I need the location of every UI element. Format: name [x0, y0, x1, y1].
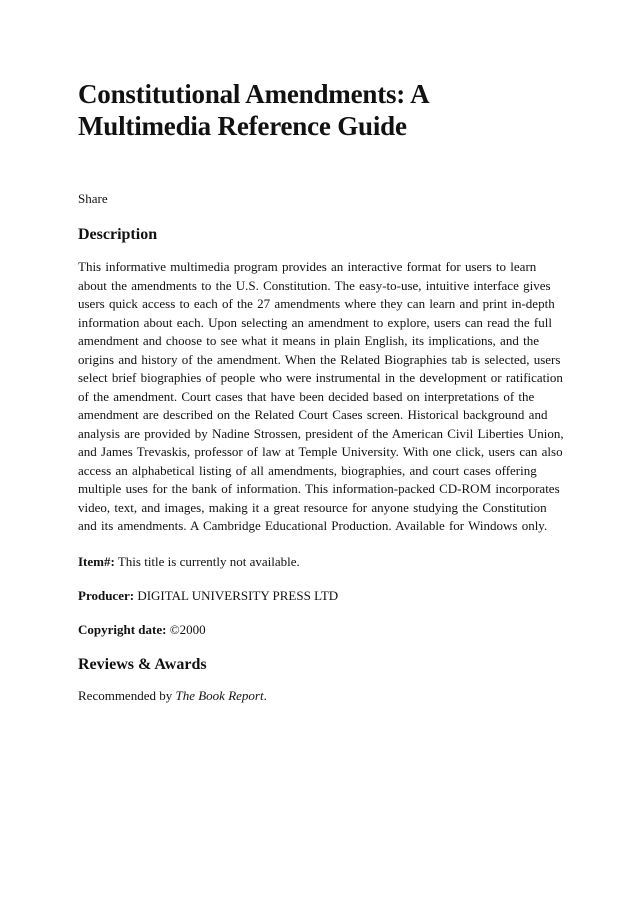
item-number-value: This title is currently not available. [117, 553, 300, 569]
document-page [78, 78, 564, 704]
producer-field [78, 588, 564, 604]
document-title: Constitutional Amendments: A Multimedia Reference Guide [78, 79, 428, 141]
reviews-suffix: . [263, 687, 267, 703]
description-text: This informative multimedia program provides an interactive format for users to learn about the amendments to the U.S. Constitution. The easy-to-use, intuitive interface gives users quick access to each of the 27 amendments where they can learn and print in-depth information about each. Upon selecting an amendment to explore, users can read the full amendment and choose to see what it means in plain English, its implications, and the origins and history of the amendment. When the Related Biographies tab is selected, users select brief biographies of people who were instrumental in the development or ratification of the amendment. Court cases that have been decided based on interpretations of the amendment are described on the Related Court Cases screen. Historical background and analysis are provided by Nadine Strossen, president of the American Civil Liberties Union, and James Trevaskis, professor of law at Temple University. With one click, users can also access an alphabetical listing of all amendments, biographies, and court cases offering multiple uses for the bank of information. This information-packed CD-ROM incorporates video, text, and images, making it a great resource for anyone studying the Constitution and its amendments. A Cambridge Educational Production. Available for Windows only. [78, 259, 564, 533]
description-heading: Description [78, 226, 158, 243]
reviews-prefix: Recommended by [78, 687, 173, 703]
producer-label: Producer: [78, 587, 135, 603]
reviews-text [78, 688, 564, 704]
reviews-source: The Book Report [175, 687, 264, 703]
copyright-field [78, 622, 564, 638]
item-number-field [78, 554, 564, 570]
reviews-heading: Reviews & Awards [78, 655, 207, 673]
copyright-label: Copyright date: [78, 621, 167, 637]
share-link[interactable]: Share [78, 191, 108, 206]
copyright-value: ©2000 [169, 621, 206, 637]
producer-value: DIGITAL UNIVERSITY PRESS LTD [137, 587, 339, 603]
item-number-label: Item#: [78, 553, 115, 569]
